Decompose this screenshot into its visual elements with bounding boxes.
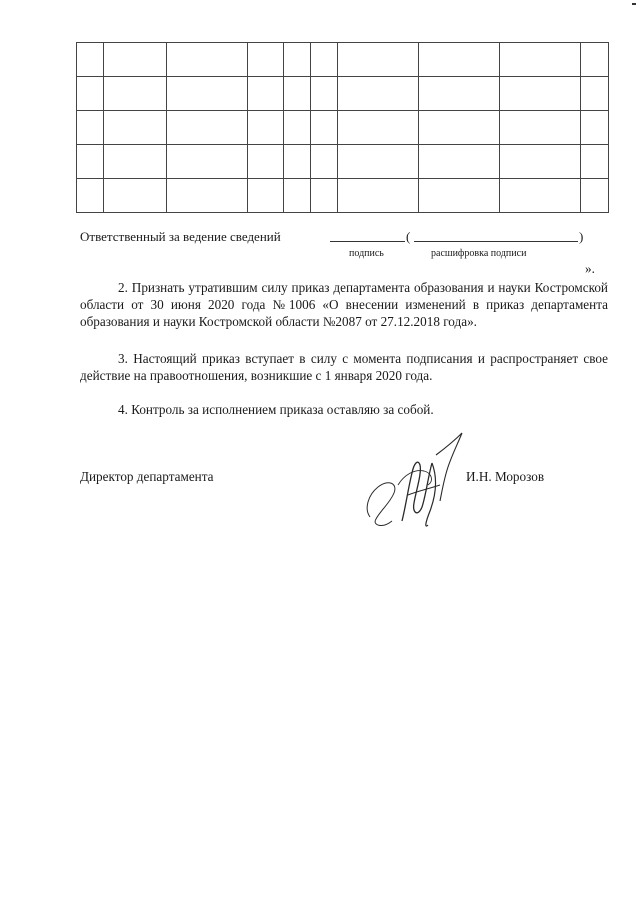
table-cell [77,145,104,179]
director-name: И.Н. Морозов [466,469,545,484]
table-cell [500,179,581,213]
table-cell [500,43,581,77]
table-cell [77,77,104,111]
table-cell [581,179,609,213]
table-cell [167,111,248,145]
table-cell [77,111,104,145]
table-cell [581,77,609,111]
table-cell [500,111,581,145]
responsible-row [80,229,281,245]
table-row [77,145,609,179]
table-cell [284,77,311,111]
table-cell [419,179,500,213]
table-cell [167,145,248,179]
table-cell [338,77,419,111]
paragraph-2: 2. Признать утратившим силу приказ департамента образования и науки Костромской области от 30 июня 2020 года №1006 «О внесении изменений в приказ департамента образования и науки Костромской области №2087 от 27.12.2018 года». [80,280,608,329]
table-cell [311,77,338,111]
table-cell [248,77,284,111]
scan-mark [632,3,636,5]
table-cell [419,77,500,111]
table-cell [104,111,167,145]
table-cell [311,43,338,77]
table-cell [311,179,338,213]
table-cell [248,179,284,213]
table-cell [500,77,581,111]
table-row [77,77,609,111]
table-cell [500,145,581,179]
table-row [77,43,609,77]
closing-quote: ». [585,261,595,276]
table-cell [104,179,167,213]
data-table [76,42,609,213]
signature-caption: подпись [349,248,384,259]
table-cell [419,43,500,77]
table-cell [167,77,248,111]
table-cell [77,179,104,213]
table-cell [284,179,311,213]
director-title: Директор департамента [80,469,214,484]
table-cell [338,43,419,77]
decoding-caption: расшифровка подписи [431,248,527,259]
table-cell [284,111,311,145]
table-cell [338,179,419,213]
responsible-label: Ответственный за ведение сведений [80,229,281,244]
table-cell [419,111,500,145]
table-cell [248,43,284,77]
table-cell [284,145,311,179]
table-cell [581,145,609,179]
table-cell [338,145,419,179]
table-cell [419,145,500,179]
table-row [77,179,609,213]
table-cell [248,111,284,145]
table-cell [284,43,311,77]
close-paren: ) [579,229,584,244]
handwritten-signature-icon [362,425,482,535]
table-cell [104,43,167,77]
table-cell [311,111,338,145]
paragraph-3: 3. Настоящий приказ вступает в силу с момента подписания и распространяет свое действие на правоотношения, возникшие с 1 января 2020 года. [80,351,608,383]
table-cell [104,77,167,111]
table-cell [581,111,609,145]
table-cell [77,43,104,77]
table-cell [311,145,338,179]
open-paren: ( [406,229,411,244]
decoding-line [414,241,578,242]
table-cell [581,43,609,77]
table-cell [338,111,419,145]
table-row [77,111,609,145]
table-cell [248,145,284,179]
table-cell [104,145,167,179]
paragraph-4: 4. Контроль за исполнением приказа оставляю за собой. [118,402,434,417]
table-cell [167,43,248,77]
table-cell [167,179,248,213]
signature-line [330,241,405,242]
